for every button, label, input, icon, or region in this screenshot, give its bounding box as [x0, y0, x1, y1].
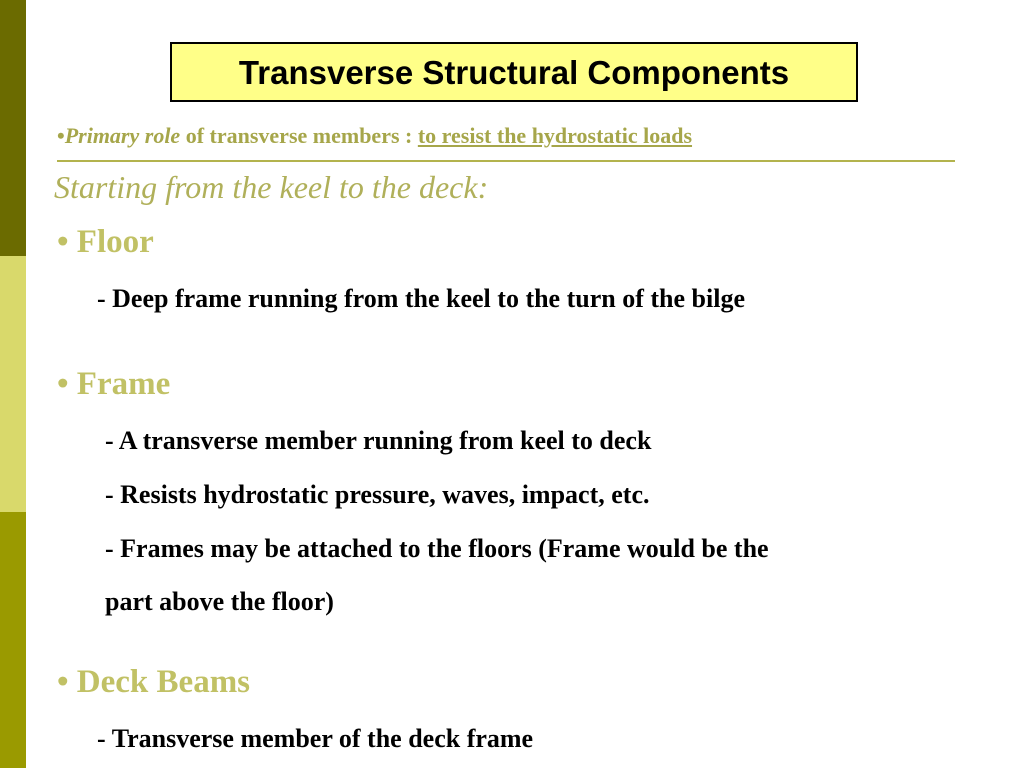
accent-segment-mid	[0, 512, 26, 768]
title-box	[170, 42, 858, 102]
frame-description-4: part above the floor)	[105, 587, 334, 616]
frame-heading: • Frame	[57, 366, 171, 402]
role-underlined-text: to resist the hydrostatic loads	[417, 123, 693, 148]
accent-segment-dark	[0, 0, 26, 256]
divider-rule	[57, 160, 955, 162]
role-bullet: •	[57, 123, 65, 148]
role-italic-label: Primary role	[64, 123, 181, 148]
deck-beams-heading: • Deck Beams	[57, 664, 251, 700]
role-mid-text: of transverse members :	[180, 123, 418, 148]
accent-segment-light	[0, 256, 26, 512]
subheading: Starting from the keel to the deck:	[54, 169, 489, 205]
frame-description-3: - Frames may be attached to the floors (Frame would be the	[105, 534, 769, 563]
primary-role-line	[57, 123, 692, 149]
floor-heading: • Floor	[57, 224, 154, 260]
frame-description-1: - A transverse member running from keel to deck	[105, 426, 652, 455]
slide-title: Transverse Structural Components	[238, 54, 790, 91]
floor-description: - Deep frame running from the keel to the turn of the bilge	[97, 284, 745, 313]
left-accent-bar	[0, 0, 26, 768]
deck-beams-description: - Transverse member of the deck frame	[97, 724, 534, 753]
frame-description-2: - Resists hydrostatic pressure, waves, impact, etc.	[105, 480, 650, 509]
